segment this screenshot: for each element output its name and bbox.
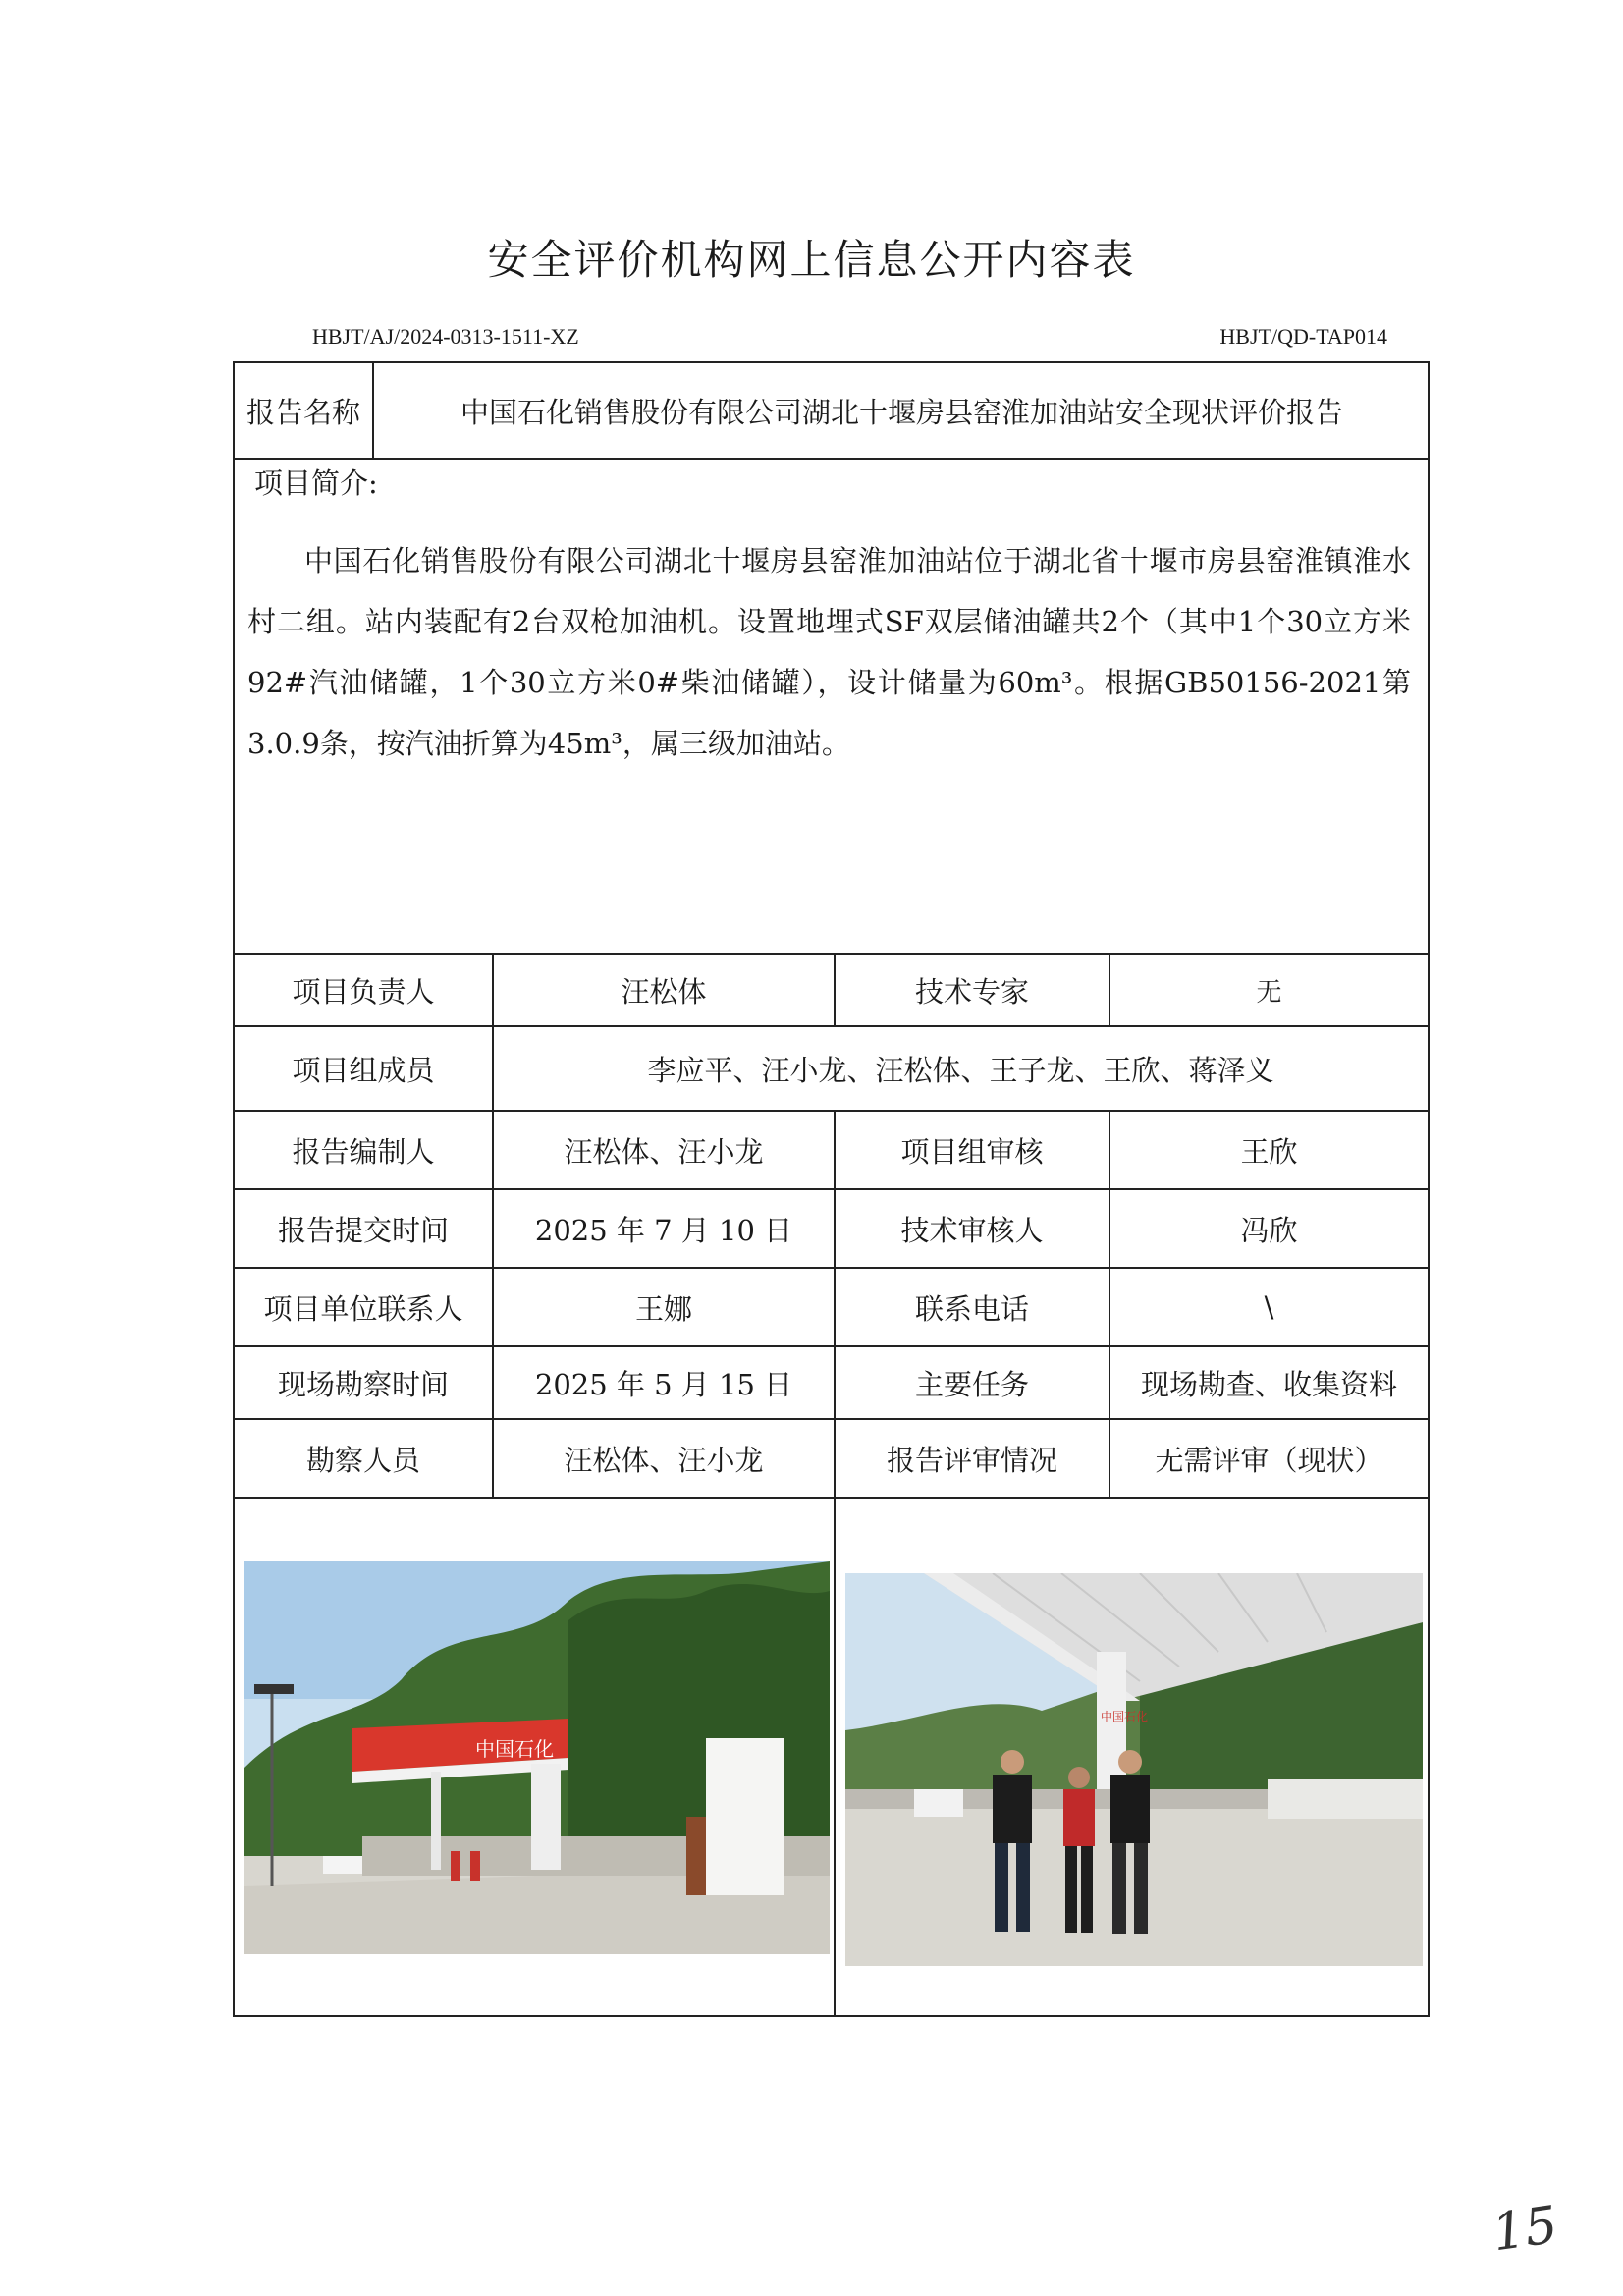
value-project-leader: 汪松体 xyxy=(621,974,707,1009)
form-code: HBJT/QD-TAP014 xyxy=(1219,324,1387,349)
label-project-leader: 项目负责人 xyxy=(292,974,435,1009)
canopy-sign-right: 中国石化 xyxy=(1101,1710,1149,1723)
value-submit-time: 2025 年 7 月 10 日 xyxy=(534,1213,793,1247)
value-surveyors: 汪松体、汪小龙 xyxy=(564,1443,764,1477)
value-tech-reviewer: 冯欣 xyxy=(1240,1213,1298,1247)
intro-text: 中国石化销售股份有限公司湖北十堰房县窑淮加油站位于湖北省十堰市房县窑淮镇淮水村二组。站内装配有2台双枪加油机。设置地埋式SF双层储油罐共2个（其中1个30立方米92#汽油储罐，1个30立方米0#柴油储罐），设计储量为60m³。根据GB50156-2021第3.0.9条，按汽油折算为45m³，属三级加油站。 xyxy=(247,544,1411,760)
page-title: 安全评价机构网上信息公开内容表 xyxy=(487,236,1136,284)
value-main-task: 现场勘查、收集资料 xyxy=(1140,1367,1397,1401)
value-unit-contact: 王娜 xyxy=(634,1291,692,1326)
value-review-status: 无需评审（现状） xyxy=(1155,1443,1383,1477)
value-survey-time: 2025 年 5 月 15 日 xyxy=(534,1367,793,1401)
label-tech-expert: 技术专家 xyxy=(914,974,1029,1009)
value-team-review: 王欣 xyxy=(1240,1134,1298,1169)
label-review-status: 报告评审情况 xyxy=(886,1443,1057,1477)
label-submit-time: 报告提交时间 xyxy=(277,1213,449,1247)
document-code: HBJT/AJ/2024-0313-1511-XZ xyxy=(312,324,579,349)
intro-label: 项目简介: xyxy=(254,466,378,500)
label-team-review: 项目组审核 xyxy=(900,1134,1044,1169)
label-tech-reviewer: 技术审核人 xyxy=(900,1213,1044,1247)
handwritten-page-number: 15 xyxy=(1488,2195,1562,2264)
value-team-members: 李应平、汪小龙、汪松体、王子龙、王欣、蒋泽义 xyxy=(647,1053,1274,1087)
label-surveyors: 勘察人员 xyxy=(305,1443,420,1477)
info-table xyxy=(233,361,1430,2017)
label-survey-time: 现场勘察时间 xyxy=(277,1367,449,1401)
label-team-members: 项目组成员 xyxy=(292,1053,435,1087)
label-main-task: 主要任务 xyxy=(914,1367,1029,1401)
report-name-label: 报告名称 xyxy=(245,395,360,429)
label-report-author: 报告编制人 xyxy=(292,1134,435,1169)
label-phone: 联系电话 xyxy=(914,1291,1029,1326)
value-report-author: 汪松体、汪小龙 xyxy=(564,1134,764,1169)
label-unit-contact: 项目单位联系人 xyxy=(263,1291,463,1326)
report-name-value: 中国石化销售股份有限公司湖北十堰房县窑淮加油站安全现状评价报告 xyxy=(460,395,1343,429)
value-phone: \ xyxy=(1264,1290,1274,1324)
canopy-sign-left: 中国石化 xyxy=(475,1737,554,1761)
site-photo-gas-station xyxy=(244,1561,830,1954)
value-tech-expert: 无 xyxy=(1256,977,1282,1008)
site-photo-survey-team xyxy=(845,1573,1423,1966)
